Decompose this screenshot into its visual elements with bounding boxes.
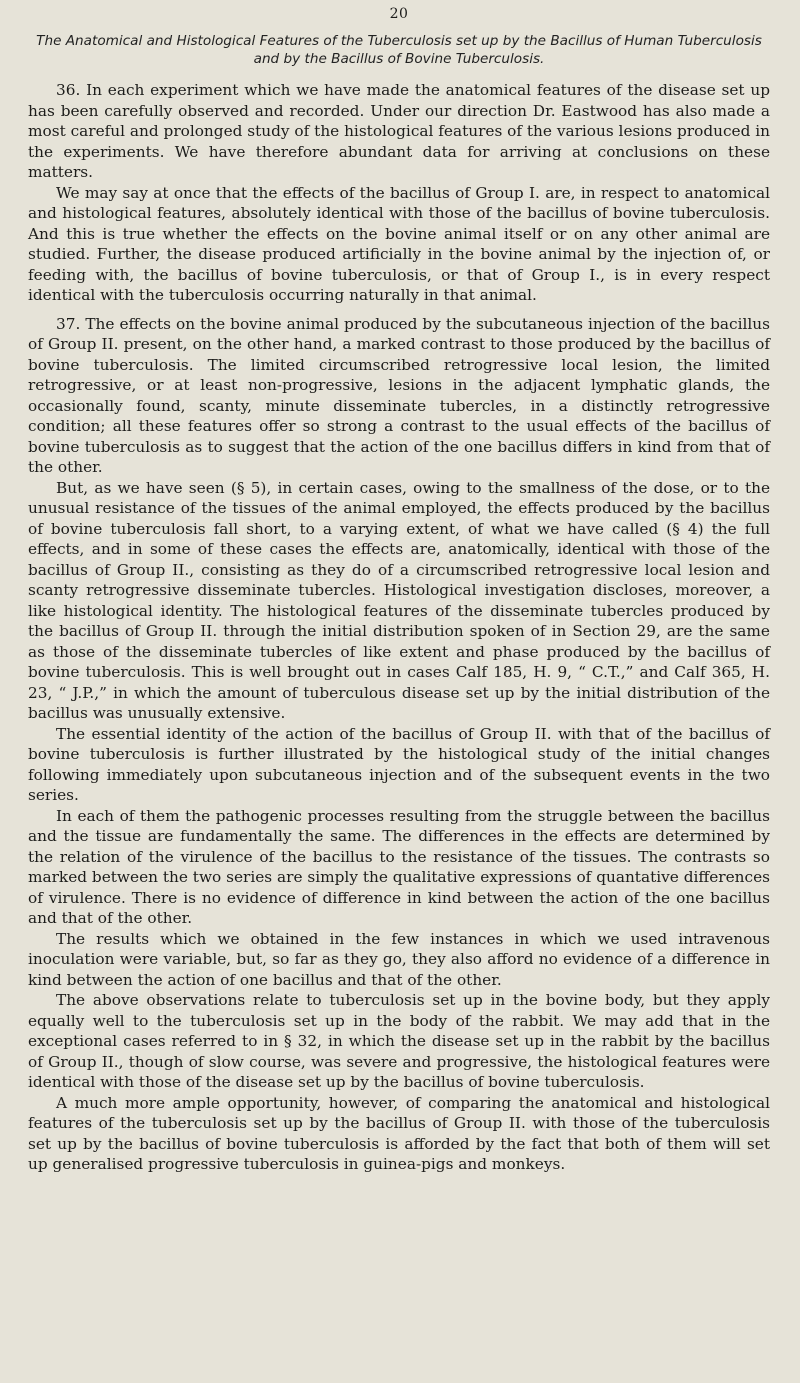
body-text bbox=[28, 80, 770, 1175]
paragraph: But, as we have seen (§ 5), in certain cases, owing to the smallness of the dose, or to the unusual resistance of the tissues of the animal employed, the effects produced by the bacillus of bovine tuberculosis fall short, to a varying extent, of what we have called (§ 4) the full effects, and in some of these cases the effects are, anatomically, identical with those of the bacillus of Group II., consisting as they do of a circumscribed retrogressive local lesion and scanty retrogressive disseminate tubercles. Histological investigation discloses, moreover, a like histological identity. The histological features of the disseminate tubercles produced by the bacillus of Group II. through the initial distribution spoken of in Section 29, are the same as those of the disseminate tubercles of like extent and phase produced by the bacillus of bovine tuberculosis. This is well brought out in cases Calf 185, H. 9, “ C.T.,” and Calf 365, H. 23, “ J.P.,” in which the amount of tuberculous disease set up by the initial distribution of the bacillus was unusually extensive. bbox=[28, 478, 770, 722]
paragraph: A much more ample opportunity, however, of comparing the anatomical and histological features of the tuberculosis set up by the bacillus of Group II. with those of the tuberculosis set up by the bacillus of bovine tuberculosis is afforded by the fact that both of them will set up generalised progressive tuberculosis in guinea-pigs and monkeys. bbox=[28, 1093, 770, 1173]
paragraph: The above observations relate to tuberculosis set up in the bovine body, but they apply equally well to the tuberculosis set up in the body of the rabbit. We may add that in the exceptional cases referred to in § 32, in which the disease set up in the rabbit by the bacillus of Group II., though of slow course, was severe and progressive, the histological features were identical with those of the disease set up by the bacillus of bovine tuberculosis. bbox=[28, 991, 770, 1091]
paragraph-37: 37. The effects on the bovine animal produced by the subcutaneous injection of the bacillus of Group II. present, on the other hand, a marked contrast to those produced by the bacillus of bovine tuberculosis. The limited circumscribed retrogressive local lesion, the limited retrogressive, or at least non-progressive, lesions in the adjacent lymphatic glands, the occasionally found, scanty, minute disseminate tubercles, in a distinctly retrogressive condition; all these features offer so strong a contrast to the usual effects of the bacillus of bovine tuberculosis as to suggest that the action of the one bacillus differs in kind from that of the other. bbox=[28, 314, 770, 476]
paragraph: The results which we obtained in the few instances in which we used intravenous inoculation were variable, but, so far as they go, they also afford no evidence of a difference in kind between the action of one bacillus and that of the other. bbox=[28, 929, 770, 989]
paragraph: In each of them the pathogenic processes resulting from the struggle between the bacillus and the tissue are fundamentally the same. The differences in the effects are determined by the relation of the virulence of the bacillus to the resistance of the tissues. The contrasts so marked between the two series are simply the qualitative expressions of quantative differences of virulence. There is no evidence of difference in kind between the action of the one bacillus and that of the other. bbox=[28, 806, 770, 927]
paragraph: The essential identity of the action of the bacillus of Group II. with that of the bacillus of bovine tuberculosis is further illustrated by the histological study of the initial changes following immediately upon subcutaneous injection and of the subsequent events in the two series. bbox=[28, 724, 770, 804]
paragraph-36: 36. In each experiment which we have made the anatomical features of the disease set up has been carefully observed and recorded. Under our direction Dr. Eastwood has also made a most careful and prolonged study of the histological features of the various lesions produced in the experiments. We have therefore abundant data for arriving at conclusions on these matters. bbox=[28, 81, 770, 181]
page-number: 20 bbox=[389, 6, 409, 22]
paragraph: We may say at once that the effects of the bacillus of Group I. are, in respect to anatomical and histological features, absolutely identical with those of the bacillus of bovine tuberculosis. And this is true whether the effects on the bovine animal itself or on any other animal are studied. Further, the disease produced artificially in the bovine animal by the injection of, or feeding with, the bacillus of bovine tuberculosis, or that of Group I., is in every respect identical with the tuberculosis occurring naturally in that animal. bbox=[28, 183, 770, 304]
section-heading: The Anatomical and Histological Features of the Tuberculosis set up by the Bacillus of Human Tuberculosis and by the Bacillus of Bovine Tuberculosis. bbox=[36, 33, 762, 67]
